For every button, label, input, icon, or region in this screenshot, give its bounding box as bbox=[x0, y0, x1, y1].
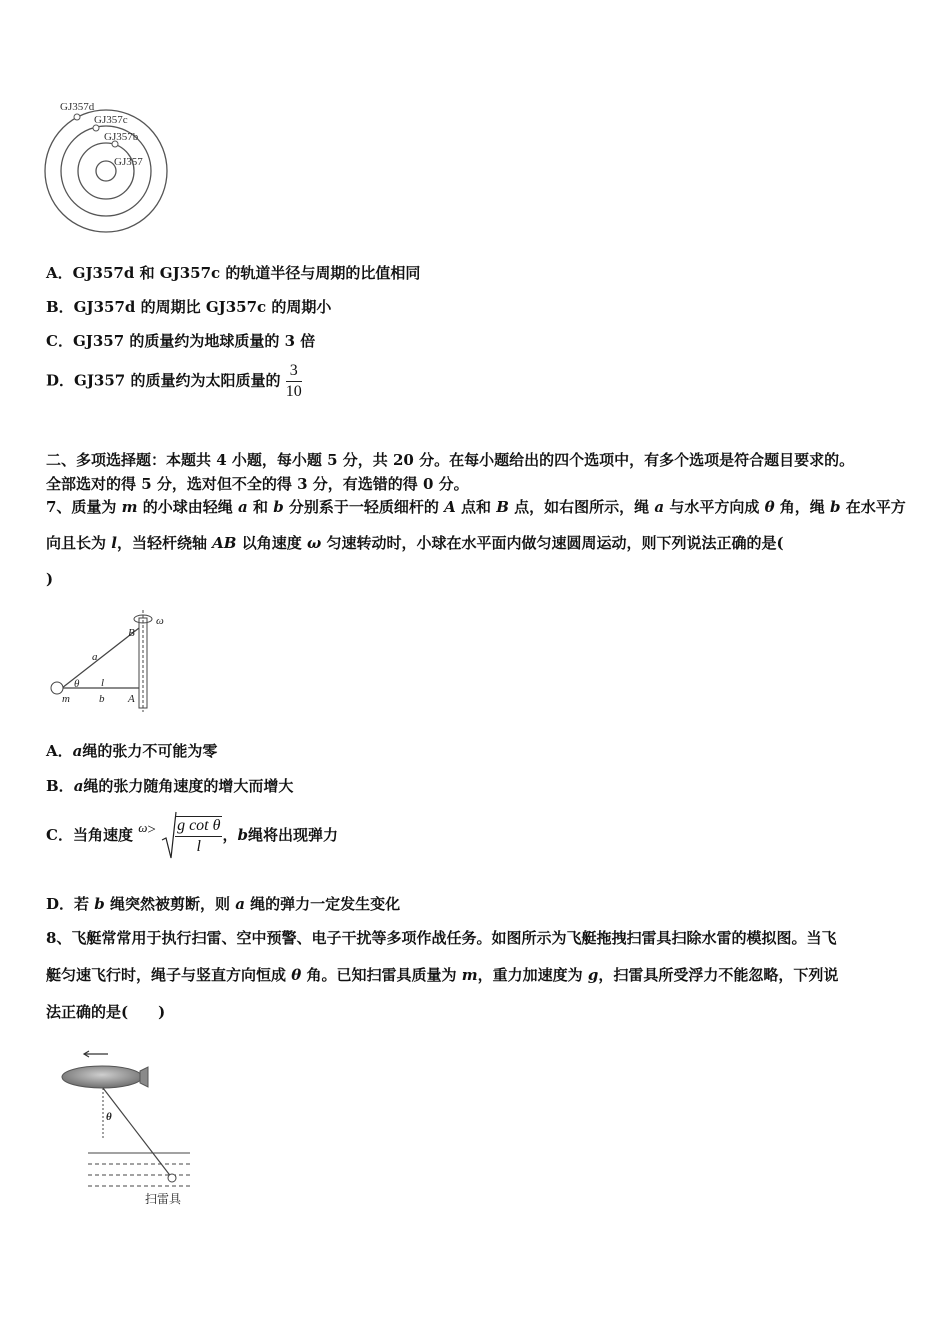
q7-stem: 7、质量为 m 的小球由轻绳 a 和 b 分别系于一轻质细杆的 A 点和 B 点，如右图所示，绳 a 与水平方向成 θ 角，绳 b 在水平方向且长为 l，当轻杆绕轴 AB 以角速度 ω 匀速转动时，小球在水平面内做匀速圆周运动，则下列说法正确的是( ) bbox=[46, 498, 906, 588]
label-omega: ω bbox=[156, 615, 164, 627]
label-sweeper: 扫雷具 bbox=[145, 1192, 182, 1206]
airship-tail bbox=[140, 1067, 148, 1087]
label-gj357c: GJ357c bbox=[94, 114, 128, 126]
label-l: l bbox=[101, 677, 105, 689]
section2-line2: 全部选对的得 5 分，选对但不全的得 3 分，有选错的得 0 分。 bbox=[46, 475, 469, 493]
q6-option-c: C．GJ357 的质量约为地球质量的 3 倍 bbox=[46, 332, 316, 350]
label-gj357b: GJ357b bbox=[104, 131, 139, 143]
label-theta: θ bbox=[74, 678, 80, 690]
planet-d bbox=[74, 114, 80, 120]
label-a: a bbox=[92, 651, 98, 663]
rod-figure bbox=[44, 608, 184, 716]
q6-option-a: A．GJ357d 和 GJ357c 的轨道半径与周期的比值相同 bbox=[46, 264, 421, 282]
airship-figure bbox=[56, 1040, 206, 1210]
label-gj357d: GJ357d bbox=[60, 101, 95, 113]
sqrt-numerator: g cot θ bbox=[175, 817, 222, 837]
q7-option-b: B．a绳的张力随角速度的增大而增大 bbox=[46, 777, 294, 795]
label-B: B bbox=[128, 627, 135, 639]
q8-line1: 8、飞艇常常用于执行扫雷、空中预警、电子干扰等多项作战任务。如图所示为飞艇拖拽扫雷具扫除水雷的模拟图。当飞 bbox=[46, 929, 837, 947]
sqrt-radicand bbox=[175, 816, 222, 856]
label-theta-fig: θ bbox=[106, 1111, 112, 1123]
fraction-3-10 bbox=[286, 362, 302, 401]
sweeper bbox=[168, 1174, 176, 1182]
fraction-numerator: 3 bbox=[286, 362, 302, 382]
q6-option-d-text: D．GJ357 的质量约为太阳质量的 bbox=[46, 371, 281, 390]
airship bbox=[62, 1066, 142, 1088]
section2-line1: 二、多项选择题：本题共 4 小题，每小题 5 分，共 20 分。在每小题给出的四个选项中，有多个选项是符合题目要求的。 bbox=[46, 451, 855, 469]
label-gj357: GJ357 bbox=[114, 156, 143, 168]
q7-option-d: D．若 b 绳突然被剪断，则 a 绳的弹力一定发生变化 bbox=[46, 895, 401, 913]
omega-symbol: ω bbox=[138, 820, 148, 835]
orbit-d bbox=[45, 110, 167, 232]
orbit-b bbox=[78, 143, 134, 199]
sqrt-denominator: l bbox=[196, 838, 201, 855]
star-gj357 bbox=[96, 161, 116, 181]
label-m: m bbox=[62, 693, 70, 705]
q7-option-a: A．a绳的张力不可能为零 bbox=[46, 742, 218, 760]
q8-line2: 艇匀速飞行时，绳子与竖直方向恒成 θ 角。已知扫雷具质量为 m，重力加速度为 g，扫雷具所受浮力不能忽略，下列说 bbox=[46, 966, 839, 984]
q8-line3: 法正确的是( ) bbox=[46, 1003, 166, 1021]
q6-option-d bbox=[46, 362, 302, 401]
q7-option-c: C．当角速度 ω> $\frac{\text{g cot θ}}{l}$ ，b绳将出现弹力 bbox=[46, 810, 338, 862]
label-A: A bbox=[128, 693, 135, 705]
fraction-denominator: 10 bbox=[285, 383, 302, 400]
orbit-figure bbox=[40, 96, 180, 236]
q6-option-b: B．GJ357d 的周期比 GJ357c 的周期小 bbox=[46, 298, 332, 316]
label-b: b bbox=[99, 693, 105, 705]
